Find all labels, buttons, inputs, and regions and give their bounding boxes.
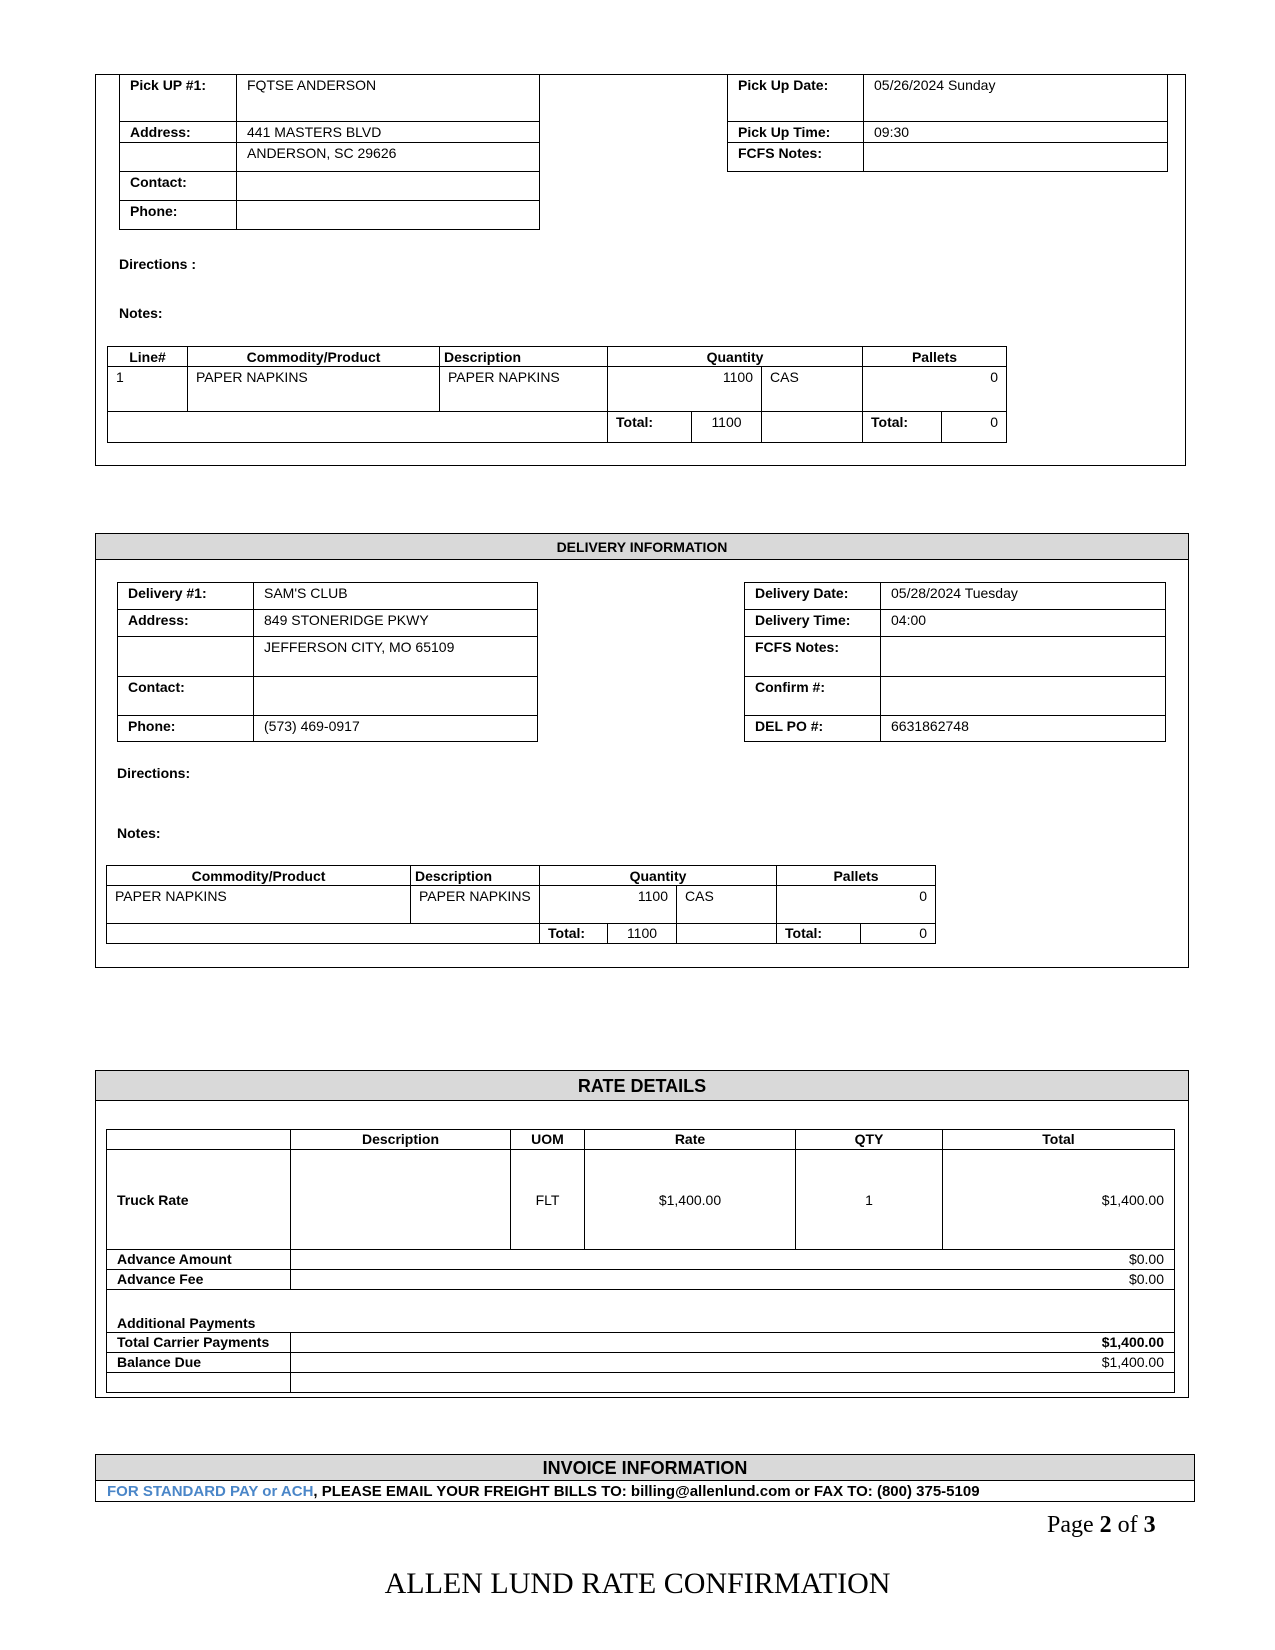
truck-rate-rate: $1,400.00 (585, 1150, 796, 1250)
delivery-time-value: 04:00 (881, 610, 1166, 637)
delivery-address-label: Address: (118, 610, 254, 637)
balance-due-value: $1,400.00 (291, 1353, 1175, 1373)
total-carrier-label: Total Carrier Payments (107, 1333, 291, 1353)
delivery-info-table (117, 582, 538, 742)
invoice-instructions (107, 1483, 980, 1500)
pickup-col-quantity: Quantity (608, 347, 863, 367)
rate-col-total: Total (943, 1130, 1175, 1150)
pickup-pallets-total: 0 (942, 412, 1007, 443)
pickup-directions-label: Directions : (119, 256, 197, 272)
pickup-col-commodity: Commodity/Product (188, 347, 440, 367)
additional-payments-label: Additional Payments (107, 1290, 1175, 1333)
delivery-item-uom: CAS (677, 886, 777, 924)
delivery-directions-label: Directions: (117, 765, 191, 781)
table-row (107, 886, 936, 924)
truck-rate-label: Truck Rate (107, 1150, 291, 1250)
standard-pay-highlight: FOR STANDARD PAY or ACH (107, 1483, 314, 1500)
pickup-item-line: 1 (108, 367, 188, 412)
delivery-date-label: Delivery Date: (745, 583, 881, 610)
pickup-time-label: Pick Up Time: (728, 122, 864, 143)
delivery-number-value: SAM'S CLUB (254, 583, 538, 610)
delivery-date-value: 05/28/2024 Tuesday (881, 583, 1166, 610)
truck-rate-total: $1,400.00 (943, 1150, 1175, 1250)
delivery-pallets-total-label: Total: (777, 924, 861, 944)
truck-rate-uom: FLT (511, 1150, 585, 1250)
page-current: 2 (1099, 1512, 1112, 1538)
delivery-contact-value (254, 677, 538, 716)
pickup-qty-total: 1100 (692, 412, 762, 443)
advance-fee-value: $0.00 (291, 1270, 1175, 1290)
table-row (107, 1150, 1175, 1250)
document-title: ALLEN LUND RATE CONFIRMATION (384, 1567, 891, 1600)
pickup-items-table (107, 346, 1007, 443)
table-row (108, 367, 1007, 412)
delivery-col-pallets: Pallets (777, 866, 936, 886)
delivery-number-label: Delivery #1: (118, 583, 254, 610)
pickup-contact-label: Contact: (120, 172, 237, 201)
pickup-address-label: Address: (120, 122, 237, 143)
delivery-phone-label: Phone: (118, 716, 254, 742)
delivery-col-description: Description (411, 866, 540, 886)
delivery-po-label: DEL PO #: (745, 716, 881, 742)
rate-col-description: Description (291, 1130, 511, 1150)
delivery-section-header: DELIVERY INFORMATION (96, 534, 1188, 560)
delivery-qty-total: 1100 (608, 924, 677, 944)
pickup-item-uom: CAS (762, 367, 863, 412)
pickup-time-value: 09:30 (864, 122, 1168, 143)
advance-amount-label: Advance Amount (107, 1250, 291, 1270)
delivery-confirm-value (881, 677, 1166, 716)
delivery-confirm-label: Confirm #: (745, 677, 881, 716)
advance-amount-value: $0.00 (291, 1250, 1175, 1270)
delivery-notes-label: Notes: (117, 825, 161, 841)
pickup-date-value: 05/26/2024 Sunday (864, 75, 1168, 122)
pickup-col-line: Line# (108, 347, 188, 367)
pickup-phone-label: Phone: (120, 201, 237, 230)
page-number: Page 2 of 3 (1047, 1512, 1156, 1538)
delivery-item-description: PAPER NAPKINS (411, 886, 540, 924)
delivery-item-pallets: 0 (777, 886, 936, 924)
page-total: 3 (1143, 1512, 1156, 1538)
pickup-contact-value (237, 172, 540, 201)
delivery-col-commodity: Commodity/Product (107, 866, 411, 886)
pickup-col-pallets: Pallets (863, 347, 1007, 367)
delivery-schedule-table (744, 582, 1166, 742)
pickup-pallets-total-label: Total: (863, 412, 942, 443)
balance-due-label: Balance Due (107, 1353, 291, 1373)
rate-section-header: RATE DETAILS (96, 1071, 1188, 1101)
pickup-item-pallets: 0 (863, 367, 1007, 412)
delivery-col-quantity: Quantity (540, 866, 777, 886)
delivery-phone-value: (573) 469-0917 (254, 716, 538, 742)
freight-bill-instructions: , PLEASE EMAIL YOUR FREIGHT BILLS TO: billing@allenlund.com or FAX TO: (800) 375-5109 (313, 1483, 980, 1500)
pickup-fcfs-label: FCFS Notes: (728, 143, 864, 172)
pickup-address-line2: ANDERSON, SC 29626 (237, 143, 540, 172)
rate-col-rate: Rate (585, 1130, 796, 1150)
pickup-item-description: PAPER NAPKINS (440, 367, 608, 412)
pickup-col-description: Description (440, 347, 608, 367)
delivery-address-line2: JEFFERSON CITY, MO 65109 (254, 637, 538, 677)
delivery-item-commodity: PAPER NAPKINS (107, 886, 411, 924)
delivery-item-qty: 1100 (540, 886, 677, 924)
pickup-qty-total-label: Total: (608, 412, 692, 443)
pickup-date-label: Pick Up Date: (728, 75, 864, 122)
pickup-schedule-table (727, 74, 1168, 172)
pickup-address-line1: 441 MASTERS BLVD (237, 122, 540, 143)
delivery-items-table (106, 865, 936, 944)
pickup-item-qty: 1100 (608, 367, 762, 412)
delivery-address-line1: 849 STONERIDGE PKWY (254, 610, 538, 637)
rate-table (106, 1129, 1175, 1393)
delivery-pallets-total: 0 (861, 924, 936, 944)
advance-fee-label: Advance Fee (107, 1270, 291, 1290)
rate-col-uom: UOM (511, 1130, 585, 1150)
pickup-number-label: Pick UP #1: (120, 75, 237, 122)
rate-col-qty: QTY (796, 1130, 943, 1150)
delivery-fcfs-label: FCFS Notes: (745, 637, 881, 677)
pickup-info-table (119, 74, 540, 230)
delivery-qty-total-label: Total: (540, 924, 608, 944)
delivery-fcfs-value (881, 637, 1166, 677)
pickup-item-commodity: PAPER NAPKINS (188, 367, 440, 412)
pickup-fcfs-value (864, 143, 1168, 172)
pickup-phone-value (237, 201, 540, 230)
delivery-time-label: Delivery Time: (745, 610, 881, 637)
delivery-contact-label: Contact: (118, 677, 254, 716)
total-carrier-value: $1,400.00 (291, 1333, 1175, 1353)
delivery-po-value: 6631862748 (881, 716, 1166, 742)
truck-rate-description (291, 1150, 511, 1250)
invoice-section-header: INVOICE INFORMATION (96, 1455, 1194, 1481)
pickup-notes-label: Notes: (119, 305, 163, 321)
truck-rate-qty: 1 (796, 1150, 943, 1250)
pickup-number-value: FQTSE ANDERSON (237, 75, 540, 122)
